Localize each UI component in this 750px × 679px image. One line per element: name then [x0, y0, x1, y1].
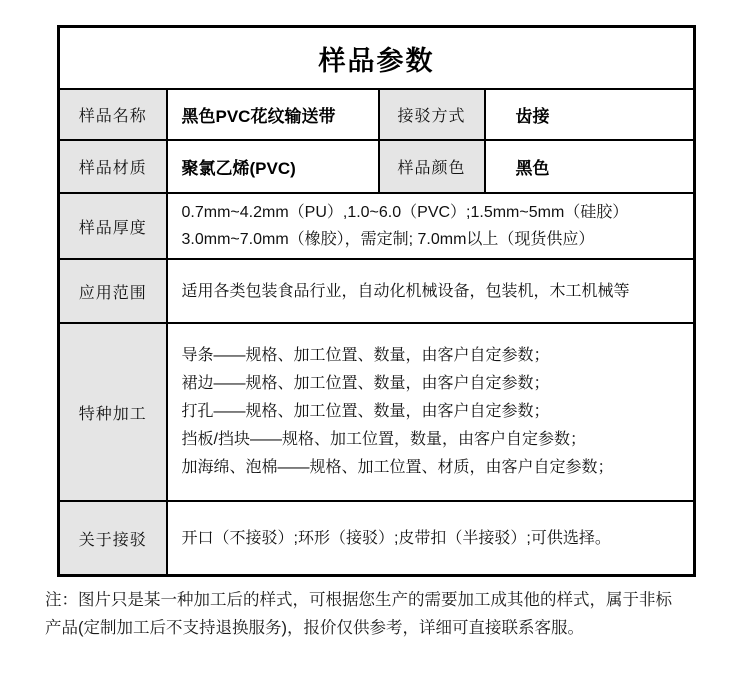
spec-table: [57, 25, 696, 577]
spec-table-title-row: [59, 27, 695, 90]
sample-thickness-value: [167, 193, 695, 259]
thickness-line-2: 3.0mm~7.0mm（橡胶），需定制; 7.0mm以上（现货供应）: [181, 231, 595, 248]
special-line-2: 裙边——规格、加工位置、数量，由客户自定参数；: [181, 375, 550, 392]
thickness-line-1: 0.7mm~4.2mm（PU）,1.0~6.0（PVC）;1.5mm~5mm（硅胶）: [181, 204, 629, 221]
special-line-3: 打孔——规格、加工位置、数量，由客户自定参数；: [181, 403, 550, 420]
special-processing-label: 特种加工: [59, 323, 167, 501]
special-line-5: 加海绵、泡棉——规格、加工位置、材质，由客户自定参数；: [181, 459, 614, 476]
row-special-processing: [59, 323, 695, 501]
footnote: [45, 586, 725, 642]
sample-thickness-label: 样品厚度: [59, 193, 167, 259]
about-joint-value: [167, 501, 695, 576]
sample-color-value: 黑色: [485, 140, 695, 193]
row-sample-name: [59, 89, 695, 140]
application-scope-value: [167, 259, 695, 323]
special-line-4: 挡板/挡块——规格、加工位置，数量，由客户自定参数；: [181, 431, 586, 448]
row-application-scope: [59, 259, 695, 323]
special-processing-value: [167, 323, 695, 501]
page-title: 样品参数: [59, 27, 695, 90]
sample-name-value: 黑色PVC花纹输送带: [167, 89, 379, 140]
joint-method-value: 齿接: [485, 89, 695, 140]
footnote-line-2: 产品(定制加工后不支持退换服务)，报价仅供参考，详细可直接联系客服。: [45, 619, 584, 637]
sample-material-label: 样品材质: [59, 140, 167, 193]
joint-line-1: 开口（不接驳）;环形（接驳）;皮带扣（半接驳）;可供选择。: [181, 529, 611, 547]
sample-color-label: 样品颜色: [379, 140, 485, 193]
row-sample-material: [59, 140, 695, 193]
special-line-1: 导条——规格、加工位置、数量，由客户自定参数；: [181, 347, 550, 364]
footnote-line-1: 注：图片只是某一种加工后的样式，可根据您生产的需要加工成其他的样式，属于非标: [45, 591, 672, 609]
application-scope-label: 应用范围: [59, 259, 167, 323]
row-sample-thickness: [59, 193, 695, 259]
about-joint-label: 关于接驳: [59, 501, 167, 576]
sample-material-value: 聚氯乙烯(PVC): [167, 140, 379, 193]
row-about-joint: [59, 501, 695, 576]
sample-name-label: 样品名称: [59, 89, 167, 140]
application-line-1: 适用各类包装食品行业，自动化机械设备，包装机，木工机械等: [181, 282, 630, 300]
joint-method-label: 接驳方式: [379, 89, 485, 140]
